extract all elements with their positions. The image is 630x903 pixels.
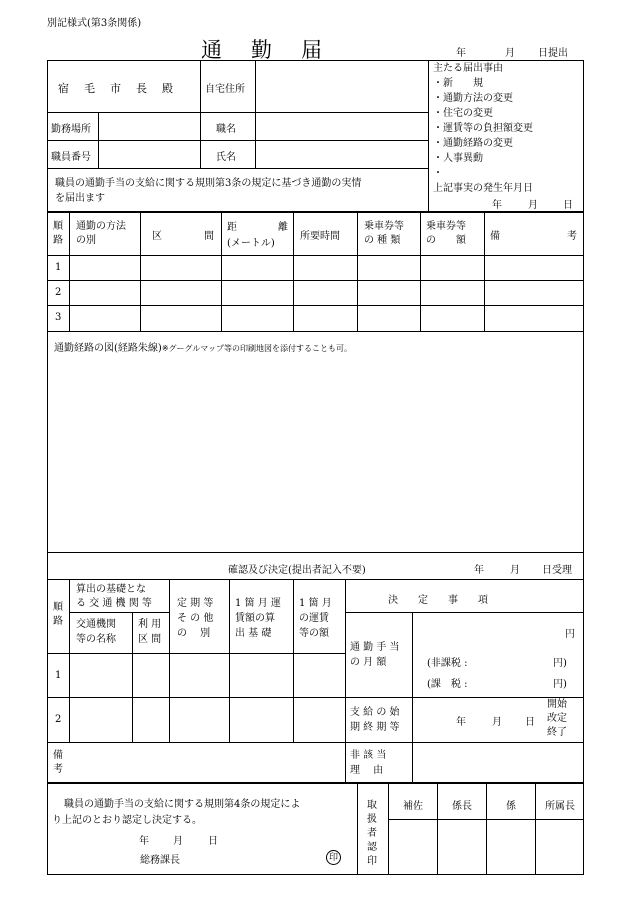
decision-header: 確認及び決定(提出者記入不要) [228, 565, 366, 576]
non-taxable-label: (非課税 : [427, 658, 468, 669]
h-section-b: 間 [204, 231, 214, 242]
reason-item: ・通勤方法の変更 [433, 93, 513, 104]
col-shozokucho: 所属長 [545, 801, 575, 812]
workplace-field[interactable] [101, 114, 197, 138]
declaration: 職員の通勤手当の支給に関する規則第3条の規定に基づき通勤の実情 を届出ます [55, 178, 362, 204]
d-h-order: 順 路 [53, 602, 63, 627]
reason-item: ・ [433, 168, 443, 179]
non-taxable-yen: 円) [553, 658, 567, 669]
reason-item: ・住宅の変更 [433, 108, 493, 119]
start-end-label: 支 給 の 始 期 終 期 等 [350, 707, 400, 733]
name-field[interactable] [258, 142, 424, 166]
h-distance-b: 離 [278, 222, 288, 233]
signer-label: 総務課長 [140, 855, 180, 866]
reason-item: ・新 規 [433, 78, 483, 89]
allowance-yen: 円 [565, 629, 575, 640]
h-order: 順 路 [53, 221, 63, 246]
occ-year: 年 [492, 200, 502, 211]
h-ticket-type: 乗車券等 の 種 類 [364, 221, 404, 246]
submit-month: 月 [505, 48, 515, 59]
reason-item: ・人事異動 [433, 153, 483, 164]
reason-item: ・通勤経路の変更 [433, 138, 513, 149]
name-label: 氏名 [216, 152, 236, 163]
d-remarks: 備 考 [53, 750, 63, 775]
submit-day: 日提出 [538, 48, 568, 59]
reason-list [433, 61, 533, 196]
h-distance-a: 距 [227, 222, 237, 233]
approval-day: 日 [208, 836, 218, 847]
se-month: 月 [492, 717, 502, 728]
occ-day: 日 [563, 200, 573, 211]
occurrence-label: 上記事実の発生年月日 [433, 183, 533, 194]
d-h-commuter: 定 期 等 そ の 他 の 別 [177, 598, 214, 639]
reason-item: ・運賃等の負担額変更 [433, 123, 533, 134]
route-map-area[interactable] [47, 331, 584, 553]
submit-year: 年 [456, 48, 466, 59]
map-note: 通勤経路の図(経路朱線)※グーグルマップ等の印刷地図を添付することも可。 [54, 343, 352, 354]
job-title-field[interactable] [258, 114, 424, 138]
d-h-monthly-fare: 1 箇 月 の運賃 等の額 [299, 598, 332, 639]
se-year: 年 [456, 717, 466, 728]
d-h-section: 利 用 区 間 [138, 619, 162, 645]
se-options: 開始 改定 終了 [547, 699, 567, 738]
h-remarks-b: 考 [567, 231, 577, 242]
reason-heading: 主たる届出事由 [433, 63, 503, 74]
h-method: 通勤の方法 の別 [76, 221, 126, 246]
receipt-day: 日受理 [542, 565, 572, 576]
d-h-basis: 算出の基礎とな る 交 通 機 関 等 [76, 584, 152, 609]
form-label: 別記様式(第3条関係) [47, 18, 142, 29]
seal-icon: 印 [326, 850, 341, 865]
allowance-label: 通 勤 手 当 の 月 額 [350, 642, 400, 668]
se-day: 日 [525, 717, 535, 728]
handler-label: 取 扱 者 認 印 [367, 800, 377, 867]
h-time: 所要時間 [300, 231, 340, 242]
taxable-yen: 円) [553, 679, 567, 690]
workplace-label: 勤務場所 [51, 124, 91, 135]
col-hosa: 補佐 [403, 801, 423, 812]
route-row-number: 2 [55, 287, 62, 298]
receipt-month: 月 [510, 565, 520, 576]
approval-month: 月 [173, 836, 183, 847]
receipt-year: 年 [474, 565, 484, 576]
route-row-number: 1 [55, 262, 62, 273]
approval-year: 年 [139, 836, 149, 847]
h-ticket-amount: 乗車券等 の 額 [426, 221, 466, 246]
job-title-label: 職名 [216, 124, 236, 135]
h-remarks-a: 備 [490, 231, 500, 242]
home-address-field[interactable] [258, 64, 424, 110]
non-applicable-label: 非 該 当 理 由 [350, 750, 387, 776]
addressee: 宿 毛 市 長 殿 [58, 82, 175, 95]
staff-no-field[interactable] [101, 142, 197, 166]
route-row-number: 3 [55, 312, 62, 323]
h-distance-unit: (メートル) [227, 238, 275, 249]
occ-month: 月 [528, 200, 538, 211]
decision-row-number: 2 [55, 714, 62, 725]
d-h-decision: 決 定 事 項 [388, 595, 488, 606]
approval-text: 職員の通勤手当の支給に関する規則第4条の規定によ り上記のとおり認定し決定する。 [52, 799, 301, 826]
page-title: 通 勤 届 [201, 38, 326, 62]
decision-row-number: 1 [55, 670, 62, 681]
d-h-facility: 交通機関 等の名称 [76, 619, 116, 645]
home-address-label: 自宅住所 [205, 84, 245, 95]
staff-no-label: 職員番号 [51, 152, 91, 163]
col-kakaricho: 係長 [452, 801, 472, 812]
taxable-label: (課 税 : [427, 679, 468, 690]
h-section-a: 区 [152, 231, 162, 242]
d-h-monthly-base: 1 箇 月 運 賃額の算 出 基 礎 [235, 598, 281, 639]
col-kakari: 係 [506, 801, 516, 812]
